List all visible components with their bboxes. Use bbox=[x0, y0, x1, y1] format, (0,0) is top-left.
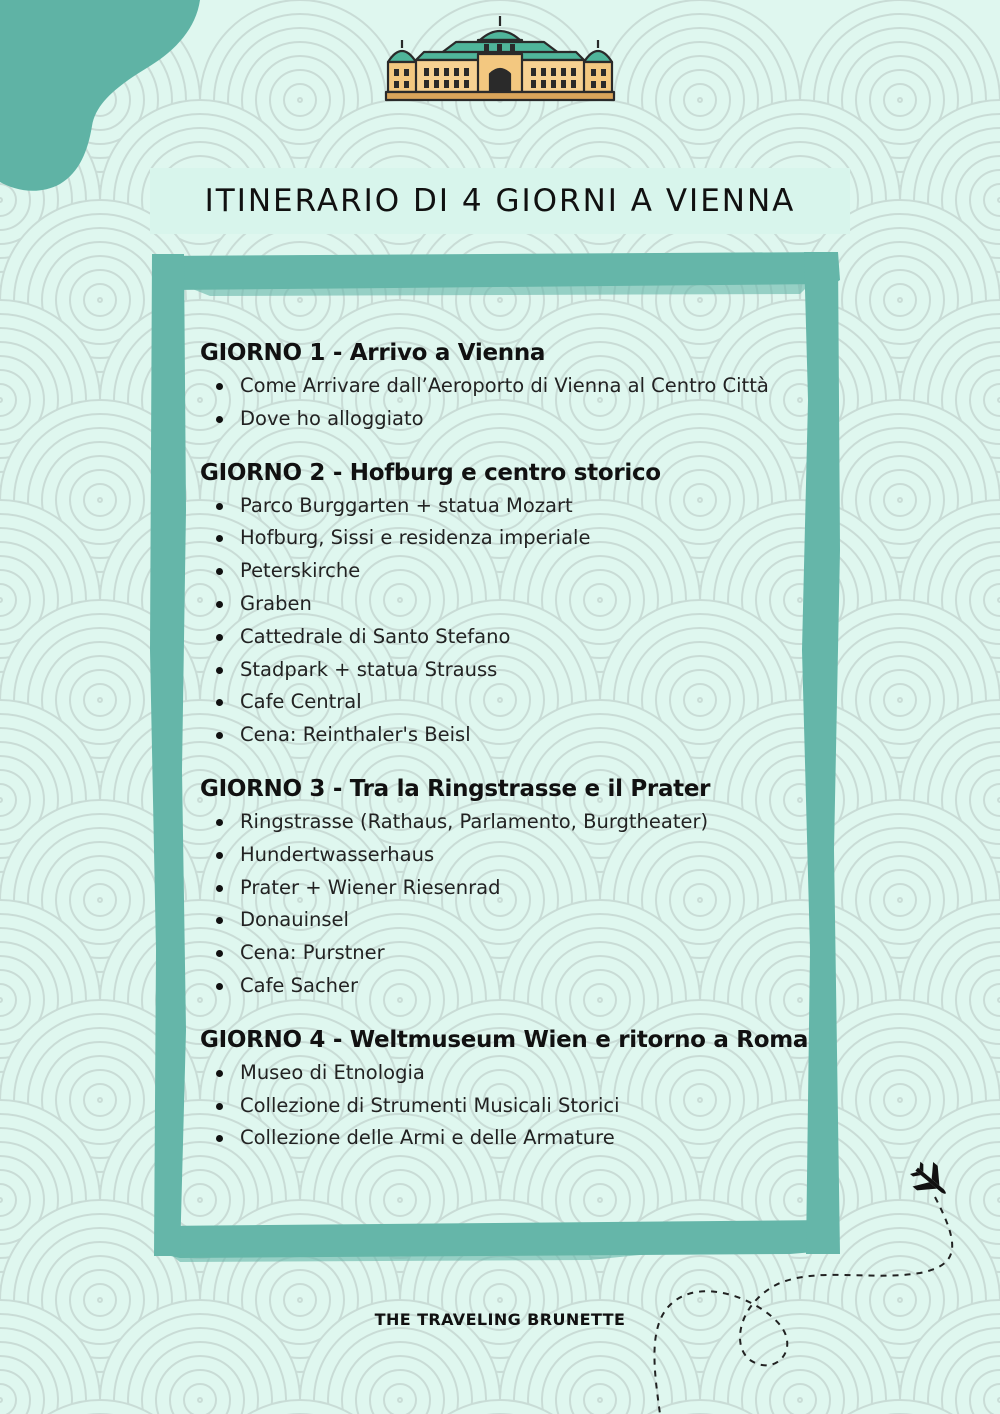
list-item: Come Arrivare dall’Aeroporto di Vienna al Centro Città bbox=[200, 370, 820, 403]
flight-path-decoration bbox=[640, 1155, 970, 1414]
list-item: Cena: Reinthaler's Beisl bbox=[200, 719, 820, 752]
day-2-list bbox=[200, 490, 820, 752]
list-item: Dove ho alloggiato bbox=[200, 403, 820, 436]
list-item: Stadpark + statua Strauss bbox=[200, 654, 820, 687]
day-2-heading: GIORNO 2 - Hofburg e centro storico bbox=[200, 459, 661, 486]
list-item: Hofburg, Sissi e residenza imperiale bbox=[200, 522, 820, 555]
day-3-heading: GIORNO 3 - Tra la Ringstrasse e il Prater bbox=[200, 775, 711, 802]
day-1-heading: GIORNO 1 - Arrivo a Vienna bbox=[200, 340, 546, 366]
footer-brand: THE TRAVELING BRUNETTE bbox=[374, 1310, 626, 1329]
day-2-section bbox=[200, 456, 820, 752]
day-1-list bbox=[200, 370, 820, 436]
list-item: Cafe Central bbox=[200, 686, 820, 719]
title-banner bbox=[150, 168, 850, 234]
list-item: Hundertwasserhaus bbox=[200, 839, 820, 872]
day-4-section bbox=[200, 1023, 820, 1155]
day-1-section bbox=[200, 336, 820, 436]
list-item: Museo di Etnologia bbox=[200, 1057, 820, 1090]
airplane-icon bbox=[905, 1156, 956, 1206]
list-item: Cattedrale di Santo Stefano bbox=[200, 621, 820, 654]
list-item: Collezione delle Armi e delle Armature bbox=[200, 1122, 820, 1155]
day-3-list bbox=[200, 806, 820, 1003]
list-item: Peterskirche bbox=[200, 555, 820, 588]
palace-building-icon bbox=[384, 14, 616, 102]
day-3-section bbox=[200, 772, 820, 1003]
list-item: Cafe Sacher bbox=[200, 970, 820, 1003]
list-item: Prater + Wiener Riesenrad bbox=[200, 872, 820, 905]
list-item: Cena: Purstner bbox=[200, 937, 820, 970]
day-4-heading: GIORNO 4 - Weltmuseum Wien e ritorno a Roma bbox=[200, 1026, 809, 1053]
page-title: ITINERARIO DI 4 GIORNI A VIENNA bbox=[204, 183, 796, 219]
day-4-list bbox=[200, 1057, 820, 1155]
list-item: Graben bbox=[200, 588, 820, 621]
list-item: Ringstrasse (Rathaus, Parlamento, Burgtheater) bbox=[200, 806, 820, 839]
list-item: Collezione di Strumenti Musicali Storici bbox=[200, 1090, 820, 1123]
list-item: Donauinsel bbox=[200, 904, 820, 937]
itinerary-content bbox=[200, 336, 820, 1175]
list-item: Parco Burggarten + statua Mozart bbox=[200, 490, 820, 523]
